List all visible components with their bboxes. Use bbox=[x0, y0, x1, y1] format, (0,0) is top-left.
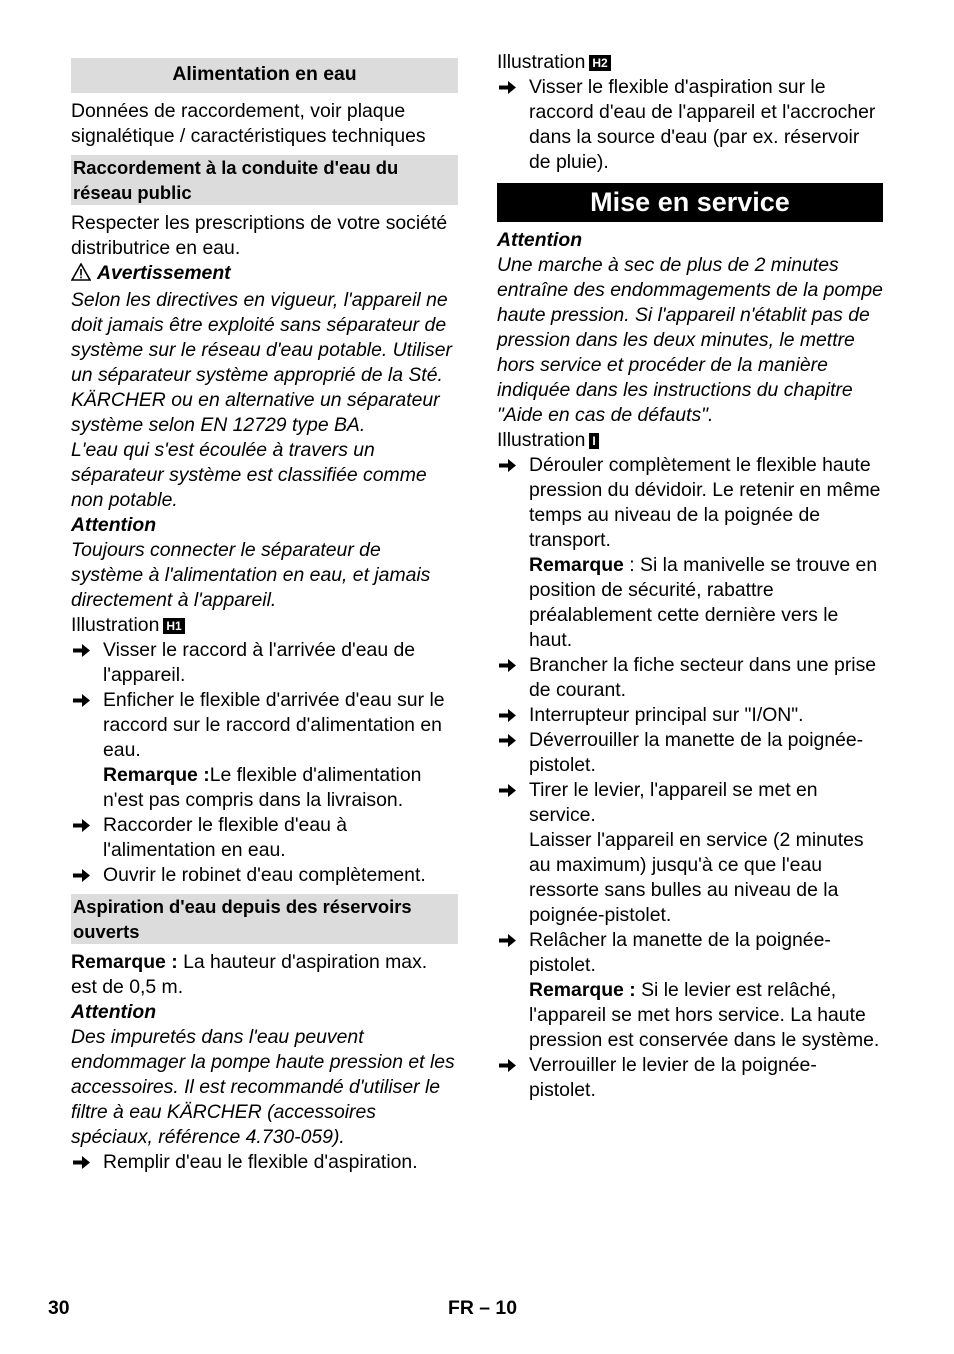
attention-label: Attention bbox=[497, 229, 583, 251]
step-text: Ouvrir le robinet d'eau complètement. bbox=[103, 864, 426, 886]
arrow-right-icon bbox=[499, 1053, 521, 1078]
illustration-badge: H2 bbox=[589, 55, 610, 71]
step-text: Brancher la fiche secteur dans une prise de courant. bbox=[529, 654, 877, 701]
arrow-right-icon bbox=[499, 728, 521, 753]
note-text: : Si la manivelle se trouve en position de sécurité, rabattre préalablement cette dernière vers le haut. bbox=[529, 554, 878, 651]
step-text: Visser le flexible d'aspiration sur le raccord d'eau de l'appareil et l'accrocher dans la source d'eau (par ex. réservoir de pluie). bbox=[529, 76, 876, 173]
list-item bbox=[497, 453, 883, 653]
attention-text: Une marche à sec de plus de 2 minutes entraîne des endommagements de la pompe haute pression. Si l'appareil n'établit pas de pression dans les deux minutes, le mettre hors service et procéder de la manière indiquée dans les instructions du chapitre "Aide en cas de défauts". bbox=[497, 254, 883, 426]
list-item bbox=[497, 728, 883, 778]
illustration-h1 bbox=[71, 613, 458, 638]
step-text: Raccorder le flexible d'eau à l'alimentation en eau. bbox=[103, 814, 348, 861]
note-label: Remarque : bbox=[71, 951, 178, 973]
list-item bbox=[71, 1150, 458, 1175]
arrow-right-icon bbox=[499, 453, 521, 478]
illustration-badge: I bbox=[589, 433, 598, 449]
step-text: Visser le raccord à l'arrivée d'eau de l'appareil. bbox=[103, 639, 416, 686]
warning-line bbox=[71, 261, 458, 288]
step-text: Remplir d'eau le flexible d'aspiration. bbox=[103, 1151, 418, 1173]
arrow-right-icon bbox=[73, 813, 95, 838]
step-text: Verrouiller le levier de la poignée-pistolet. bbox=[529, 1054, 817, 1101]
arrow-right-icon bbox=[499, 703, 521, 728]
list-item bbox=[71, 688, 458, 813]
arrow-right-icon bbox=[499, 928, 521, 953]
heading-public-network: Raccordement à la conduite d'eau du réseau public bbox=[71, 155, 458, 205]
arrow-right-icon bbox=[499, 653, 521, 678]
warning-label: Avertissement bbox=[97, 262, 231, 284]
arrow-right-icon bbox=[73, 688, 95, 713]
note-text: Le flexible d'alimentation n'est pas compris dans la livraison. bbox=[103, 764, 422, 811]
list-item bbox=[497, 703, 883, 728]
right-column bbox=[497, 50, 883, 1103]
arrow-right-icon bbox=[499, 75, 521, 100]
note-text: La hauteur d'aspiration max. est de 0,5 m. bbox=[71, 951, 428, 998]
step-text: Déverrouiller la manette de la poignée-pistolet. bbox=[529, 729, 864, 776]
warning-text-1: Selon les directives en vigueur, l'appareil ne doit jamais être exploité sans séparateur de système sur le réseau d'eau potable. Utiliser un séparateur système approprié de la Sté. KÄRCHER ou en alternative un séparateur système selon EN 12729 type BA. bbox=[71, 289, 452, 436]
list-item bbox=[497, 778, 883, 928]
step-note bbox=[529, 553, 883, 653]
list-item bbox=[497, 1053, 883, 1103]
step-extra: Laisser l'appareil en service (2 minutes au maximum) jusqu'à ce que l'eau ressorte sans bulles au niveau de la poignée-pistolet. bbox=[529, 829, 864, 926]
step-note bbox=[103, 763, 458, 813]
illustration-badge: H1 bbox=[163, 618, 184, 634]
illustration-i bbox=[497, 428, 883, 453]
list-item bbox=[497, 928, 883, 1053]
illustration-label: Illustration bbox=[497, 51, 586, 73]
step-text: Dérouler complètement le flexible haute pression du dévidoir. Le retenir en même temps au niveau de la poignée de transport. bbox=[529, 454, 881, 551]
step-note bbox=[529, 978, 883, 1053]
page-number: 30 bbox=[48, 1297, 70, 1319]
attention-label-2: Attention bbox=[71, 1001, 157, 1023]
warning-triangle-icon bbox=[71, 263, 91, 288]
arrow-right-icon bbox=[499, 778, 521, 803]
heading-commissioning: Mise en service bbox=[497, 183, 883, 222]
list-item bbox=[497, 653, 883, 703]
arrow-right-icon bbox=[73, 1150, 95, 1175]
step-text: Interrupteur principal sur "I/ON". bbox=[529, 704, 804, 726]
note-label: Remarque : bbox=[103, 764, 210, 786]
note-label: Remarque bbox=[529, 554, 624, 576]
attention-text-1: Toujours connecter le séparateur de système à l'alimentation en eau, et jamais directement à l'appareil. bbox=[71, 539, 431, 611]
illustration-label: Illustration bbox=[71, 614, 160, 636]
illustration-h2 bbox=[497, 50, 883, 75]
note-text: Si le levier est relâché, l'appareil se met hors service. La haute pression est conservée dans le système. bbox=[529, 979, 880, 1051]
list-item bbox=[71, 813, 458, 863]
step-text: Enficher le flexible d'arrivée d'eau sur le raccord sur le raccord d'alimentation en eau. bbox=[103, 689, 445, 761]
warning-text-2: L'eau qui s'est écoulée à travers un séparateur système est classifiée comme non potable. bbox=[71, 439, 427, 511]
step-text: Relâcher la manette de la poignée-pistolet. bbox=[529, 929, 831, 976]
list-item bbox=[71, 638, 458, 688]
open-tanks-note bbox=[71, 948, 458, 1000]
attention-label-1: Attention bbox=[71, 514, 157, 536]
list-item bbox=[497, 75, 883, 175]
list-item bbox=[71, 863, 458, 888]
section-page: FR – 10 bbox=[448, 1297, 517, 1319]
arrow-right-icon bbox=[73, 863, 95, 888]
heading-water-supply: Alimentation en eau bbox=[71, 58, 458, 93]
step-text: Tirer le levier, l'appareil se met en service. bbox=[529, 779, 818, 826]
left-column bbox=[71, 50, 458, 1175]
arrow-right-icon bbox=[73, 638, 95, 663]
water-supply-text: Données de raccordement, voir plaque signalétique / caractéristiques techniques bbox=[71, 100, 426, 147]
illustration-label: Illustration bbox=[497, 429, 586, 451]
heading-open-tanks: Aspiration d'eau depuis des réservoirs ouverts bbox=[71, 894, 458, 944]
note-label: Remarque : bbox=[529, 979, 636, 1001]
public-network-text: Respecter les prescriptions de votre société distributrice en eau. bbox=[71, 212, 448, 259]
attention-text-2: Des impuretés dans l'eau peuvent endommager la pompe haute pression et les accessoires. Il est recommandé d'utiliser le filtre à eau KÄRCHER (accessoires spéciaux, référence 4.730-059). bbox=[71, 1026, 455, 1148]
